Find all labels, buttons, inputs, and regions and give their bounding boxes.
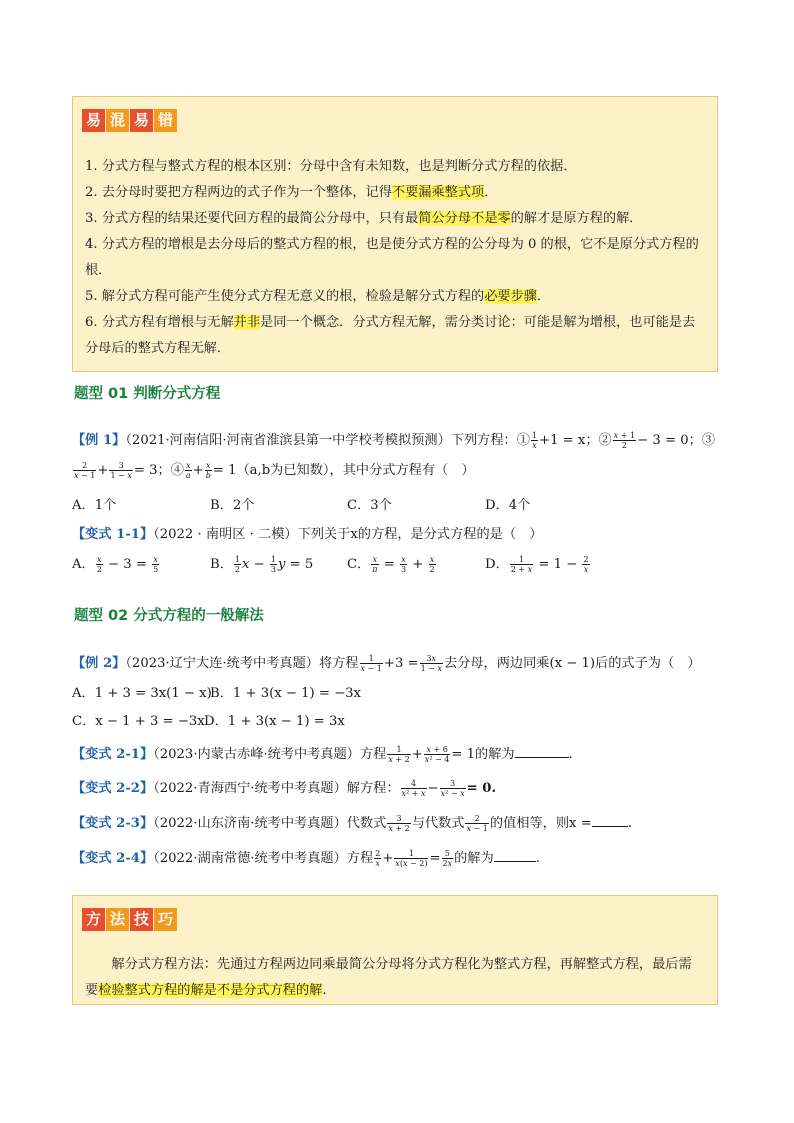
variant-2-1-question: 【变式 2-1】（2023·内蒙古赤峰·统考中考真题）方程 $\frac{1}{x + 2}$ + $\frac{x + 6}{\text{x² − 4}}$ = 1的解为 . — [72, 745, 573, 764]
variant-2-2-question: 【变式 2-2】（2022·青海西宁·统考中考真题）解方程： $\frac{4}{\text{x² + x}}$ − $\frac{3}{\text{x² − x}}$ = 0. — [72, 779, 497, 798]
tag-char: 技 — [130, 908, 153, 931]
variant-2-3-question: 【变式 2-3】（2022·山东济南·统考中考真题）代数式 $\frac{3}{x + 2}$ 与代数式 $\frac{2}{x - 1}$ 的值相等，则x = . — [72, 814, 632, 833]
answer-blank[interactable] — [515, 745, 569, 758]
pitfall-item-1: 1. 分式方程与整式方程的根本区别：分母中含有未知数，也是判断分式方程的依据． — [85, 159, 577, 174]
example-1-line-2: $\frac{2}{x - 1}$ + $\frac{3}{1 - x}$ = 3；④ $\frac{x}{a}$ + $\frac{x}{b}$ = 1（a,b为已知数），其中分式方程有（ ） — [74, 461, 475, 480]
pitfall-item-6: 6. 分式方程有增根与无解并非是同一个概念．分式方程无解，需分类讨论：可能是解为增根，也可能是去分母后的整式方程无解． — [85, 315, 696, 356]
variant-1-1-option-b: B． $\frac{1}{2}$ x − $\frac{1}{3}$ y = 5 — [210, 555, 314, 574]
example-2-option-d: D．1 + 3(x − 1) = 3x — [204, 714, 345, 729]
tag-char: 易 — [82, 109, 105, 132]
variant-1-1-option-d: D． $\frac{1}{2 + x}$ = 1 − $\frac{2}{x}$ — [485, 555, 589, 574]
method-tips-box — [72, 895, 718, 1005]
example-1-option-b: B．2个 — [210, 498, 255, 513]
example-1-option-a: A．1个 — [72, 498, 117, 513]
answer-blank[interactable] — [592, 814, 628, 827]
example-1-line-1: 【例 1】（2021·河南信阳·河南省淮滨县第一中学校考模拟预测）下列方程：① $\frac{1}{x}$ +1 = x；② $\frac{x + 1}{2}$ − 3 = 0；③ — [72, 431, 715, 450]
answer-blank[interactable] — [494, 849, 536, 862]
example-2-question: 【例 2】（2023·辽宁大连·统考中考真题）将方程 $\frac{1}{x - 1}$ +3 = $\frac{3x}{1 - x}$ 去分母，两边同乘(x − 1)后的式子为（ ） — [72, 654, 701, 673]
pitfall-item-4: 4. 分式方程的增根是去分母后的整式方程的根，也是使分式方程的公分母为 0 的根，它不是原分式方程的根． — [85, 237, 699, 278]
pitfalls-tag — [82, 109, 177, 132]
variant-1-1-option-c: C． $\frac{x}{\pi}$ = $\frac{x}{3}$ + $\frac{x}{2}$ — [347, 555, 435, 574]
variant-2-4-question: 【变式 2-4】（2022·湖南常德·统考中考真题）方程 $\frac{2}{x}$ + $\frac{1}{x(x - 2)}$ = $\frac{5}{2x}$ 的解为 . — [72, 849, 540, 868]
example-2-option-b: B．1 + 3(x − 1) = −3x — [210, 686, 361, 701]
tag-char: 法 — [106, 908, 129, 931]
pitfall-item-5: 5. 解分式方程可能产生使分式方程无意义的根，检验是解分式方程的必要步骤． — [85, 289, 551, 304]
pitfall-item-3: 3. 分式方程的结果还要代回方程的最简公分母中，只有最简公分母不是零的解才是原方程的解． — [85, 211, 643, 226]
tag-char: 错 — [154, 109, 177, 132]
method-text: 解分式方程方法：先通过方程两边同乘最简公分母将分式方程化为整式方程，再解整式方程，最后需要检验整式方程的解是不是分式方程的解. — [85, 957, 692, 998]
method-tag — [82, 908, 177, 931]
pitfall-item-2: 2. 去分母时要把方程两边的式子作为一个整体，记得不要漏乘整式项． — [85, 185, 498, 200]
variant-1-1-option-a: A． $\frac{x}{2}$ − 3 = $\frac{x}{5}$ — [72, 555, 159, 574]
pitfalls-box — [72, 96, 718, 372]
example-1-option-c: C．3个 — [347, 498, 392, 513]
section-heading-2: 题型 02 分式方程的一般解法 — [74, 608, 264, 624]
tag-char: 方 — [82, 908, 105, 931]
example-2-option-c: C．x − 1 + 3 = −3x — [72, 714, 205, 729]
tag-char: 巧 — [154, 908, 177, 931]
tag-char: 混 — [106, 109, 129, 132]
variant-1-1-question: 【变式 1-1】（2022 · 南明区 · 二模）下列关于x的方程，是分式方程的是（ ） — [72, 527, 543, 542]
tag-char: 易 — [130, 109, 153, 132]
example-1-option-d: D．4个 — [485, 498, 531, 513]
section-heading-1: 题型 01 判断分式方程 — [74, 386, 221, 402]
example-2-option-a: A．1 + 3 = 3x(1 − x) — [72, 686, 212, 701]
